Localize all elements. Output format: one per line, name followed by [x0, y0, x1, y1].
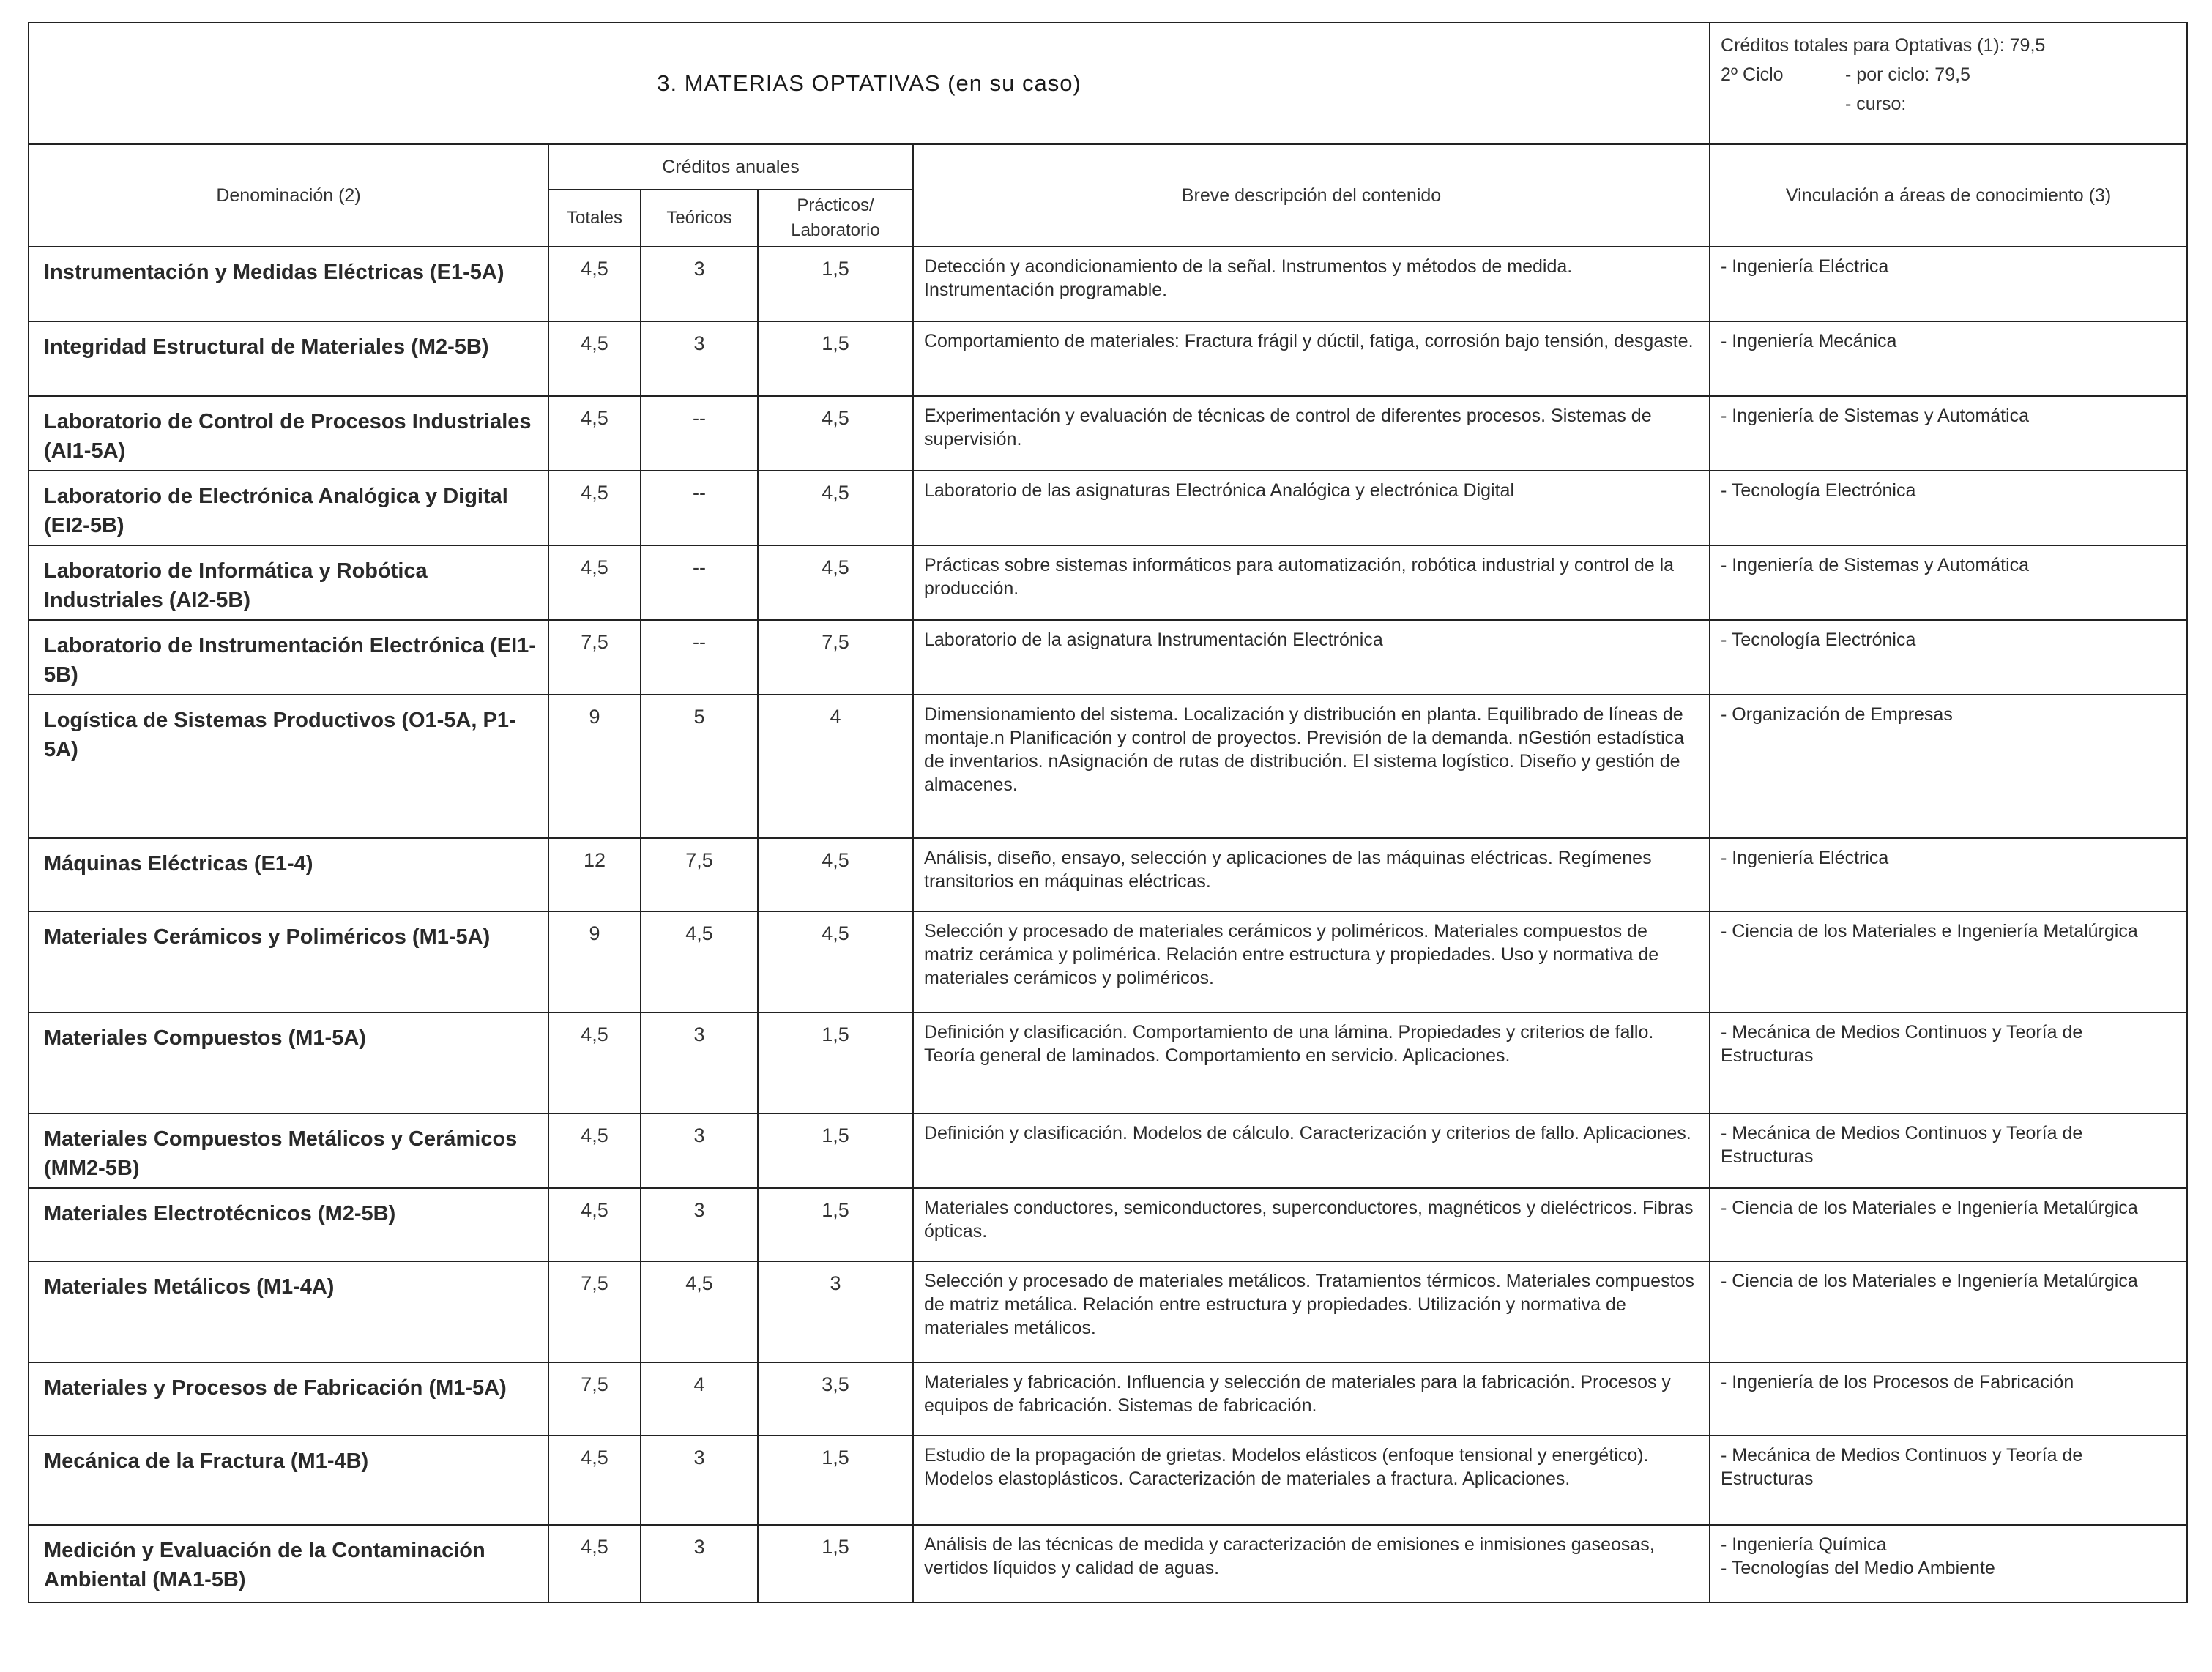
credits-totales: 4,5	[548, 1525, 641, 1602]
credits-teoricos: 3	[641, 1113, 758, 1188]
knowledge-areas	[1710, 1525, 2187, 1602]
credits-practicos: 1,5	[758, 321, 913, 396]
subject-description: Materiales conductores, semiconductores, superconductores, magnéticos y dieléctricos. Fibras ópticas.	[913, 1188, 1710, 1261]
table-row	[29, 247, 2187, 321]
subject-name: Laboratorio de Informática y Robótica Industriales (AI2-5B)	[29, 545, 548, 620]
credits-practicos: 1,5	[758, 1525, 913, 1602]
credits-practicos: 1,5	[758, 1188, 913, 1261]
subject-description: Experimentación y evaluación de técnicas de control de diferentes procesos. Sistemas de supervisión.	[913, 396, 1710, 471]
knowledge-area-item: - Mecánica de Medios Continuos y Teoría de Estructuras	[1721, 1123, 2083, 1167]
knowledge-area-item: - Organización de Empresas	[1721, 704, 1953, 725]
credits-totales: 4,5	[548, 247, 641, 321]
subject-name: Materiales Compuestos (M1-5A)	[29, 1012, 548, 1113]
credits-practicos: 4,5	[758, 471, 913, 545]
knowledge-area-item: - Mecánica de Medios Continuos y Teoría de Estructuras	[1721, 1445, 2083, 1489]
credits-practicos: 1,5	[758, 1436, 913, 1525]
knowledge-areas	[1710, 1113, 2187, 1188]
table-row	[29, 695, 2187, 838]
table-row	[29, 1261, 2187, 1362]
knowledge-areas	[1710, 911, 2187, 1012]
table-body	[29, 247, 2187, 1602]
credits-practicos: 7,5	[758, 620, 913, 695]
knowledge-area-item: - Ingeniería Eléctrica	[1721, 256, 1889, 277]
subject-name: Materiales y Procesos de Fabricación (M1-5A)	[29, 1362, 548, 1436]
credits-totales: 4,5	[548, 321, 641, 396]
subject-description: Selección y procesado de materiales cerámicos y poliméricos. Materiales compuestos de matriz cerámica y polimérica. Relación entre estructura y propiedades. Uso y normativa de materiales cerámicos y poliméricos.	[913, 911, 1710, 1012]
knowledge-area-item: - Ciencia de los Materiales e Ingeniería Metalúrgica	[1721, 1271, 2138, 1291]
col-vinculacion: Vinculación a áreas de conocimiento (3)	[1710, 144, 2187, 247]
knowledge-area-item: - Tecnologías del Medio Ambiente	[1721, 1558, 1995, 1578]
subject-description: Estudio de la propagación de grietas. Modelos elásticos (enfoque tensional y energético). Modelos elastoplásticos. Caracterización de materiales a fractura. Aplicaciones.	[913, 1436, 1710, 1525]
table-row	[29, 1188, 2187, 1261]
subject-name: Mecánica de la Fractura (M1-4B)	[29, 1436, 548, 1525]
knowledge-areas	[1710, 1012, 2187, 1113]
credits-teoricos: 3	[641, 1188, 758, 1261]
knowledge-areas	[1710, 471, 2187, 545]
table-row	[29, 620, 2187, 695]
ciclo-label: 2º Ciclo	[1721, 64, 1784, 85]
credits-teoricos: 4,5	[641, 1261, 758, 1362]
knowledge-areas	[1710, 1362, 2187, 1436]
credits-total: Créditos totales para Optativas (1): 79,5	[1721, 35, 2046, 56]
subject-name: Medición y Evaluación de la Contaminación Ambiental (MA1-5B)	[29, 1525, 548, 1602]
table-row	[29, 471, 2187, 545]
section-title: 3. MATERIAS OPTATIVAS (en su caso)	[29, 23, 1710, 144]
credits-practicos: 3,5	[758, 1362, 913, 1436]
credits-teoricos: 3	[641, 1525, 758, 1602]
table-row	[29, 1012, 2187, 1113]
knowledge-area-item: - Ingeniería de Sistemas y Automática	[1721, 406, 2030, 426]
table-row	[29, 396, 2187, 471]
knowledge-areas	[1710, 396, 2187, 471]
table-row	[29, 321, 2187, 396]
subject-description: Definición y clasificación. Modelos de cálculo. Caracterización y criterios de fallo. Aplicaciones.	[913, 1113, 1710, 1188]
credits-teoricos: 3	[641, 321, 758, 396]
credits-totales: 9	[548, 695, 641, 838]
credits-totales: 4,5	[548, 1012, 641, 1113]
table-row	[29, 545, 2187, 620]
subject-description: Comportamiento de materiales: Fractura frágil y dúctil, fatiga, corrosión bajo tensión, desgaste.	[913, 321, 1710, 396]
subject-name: Logística de Sistemas Productivos (O1-5A, P1-5A)	[29, 695, 548, 838]
knowledge-area-item: - Tecnología Electrónica	[1721, 630, 1916, 650]
knowledge-area-item: - Ingeniería de Sistemas y Automática	[1721, 555, 2030, 575]
table-row	[29, 911, 2187, 1012]
credits-teoricos: --	[641, 545, 758, 620]
credits-totales: 4,5	[548, 545, 641, 620]
credits-totales: 12	[548, 838, 641, 911]
table-row	[29, 1113, 2187, 1188]
subject-name: Laboratorio de Electrónica Analógica y Digital (EI2-5B)	[29, 471, 548, 545]
credits-practicos: 1,5	[758, 247, 913, 321]
knowledge-areas	[1710, 321, 2187, 396]
col-totales: Totales	[548, 190, 641, 247]
credits-totales: 4,5	[548, 1113, 641, 1188]
knowledge-areas	[1710, 1261, 2187, 1362]
subject-description: Análisis, diseño, ensayo, selección y aplicaciones de las máquinas eléctricas. Regímenes transitorios en máquinas eléctricas.	[913, 838, 1710, 911]
knowledge-areas	[1710, 1188, 2187, 1261]
credits-practicos: 4,5	[758, 545, 913, 620]
credits-teoricos: 3	[641, 1436, 758, 1525]
subject-name: Integridad Estructural de Materiales (M2-5B)	[29, 321, 548, 396]
credits-teoricos: 4	[641, 1362, 758, 1436]
knowledge-area-item: - Ingeniería Química	[1721, 1534, 1887, 1555]
knowledge-areas	[1710, 838, 2187, 911]
knowledge-area-item: - Ingeniería de los Procesos de Fabricación	[1721, 1372, 2074, 1392]
credits-practicos: 4	[758, 695, 913, 838]
credits-practicos: 3	[758, 1261, 913, 1362]
subject-description: Definición y clasificación. Comportamiento de una lámina. Propiedades y criterios de fallo. Teoría general de laminados. Comportamiento en servicio. Aplicaciones.	[913, 1012, 1710, 1113]
credits-teoricos: --	[641, 471, 758, 545]
credits-practicos: 1,5	[758, 1012, 913, 1113]
credits-practicos: 4,5	[758, 911, 913, 1012]
subject-description: Detección y acondicionamiento de la señal. Instrumentos y métodos de medida. Instrumentación programable.	[913, 247, 1710, 321]
subject-name: Laboratorio de Control de Procesos Industriales (AI1-5A)	[29, 396, 548, 471]
credits-teoricos: 5	[641, 695, 758, 838]
subject-name: Materiales Cerámicos y Poliméricos (M1-5A)	[29, 911, 548, 1012]
table-row	[29, 1436, 2187, 1525]
knowledge-area-item: - Ingeniería Eléctrica	[1721, 848, 1889, 868]
document-page	[28, 22, 2186, 1603]
subject-name: Instrumentación y Medidas Eléctricas (E1-5A)	[29, 247, 548, 321]
table-row	[29, 1362, 2187, 1436]
subject-name: Materiales Metálicos (M1-4A)	[29, 1261, 548, 1362]
credits-teoricos: --	[641, 620, 758, 695]
credits-practicos: 4,5	[758, 396, 913, 471]
subject-description: Análisis de las técnicas de medida y caracterización de emisiones e inmisiones gaseosas, vertidos líquidos y calidad de aguas.	[913, 1525, 1710, 1602]
credits-teoricos: --	[641, 396, 758, 471]
credits-teoricos: 3	[641, 247, 758, 321]
credits-totales: 4,5	[548, 1188, 641, 1261]
knowledge-area-item: - Ciencia de los Materiales e Ingeniería Metalúrgica	[1721, 921, 2138, 941]
credits-teoricos: 7,5	[641, 838, 758, 911]
credits-totales: 4,5	[548, 471, 641, 545]
table-row	[29, 838, 2187, 911]
knowledge-area-item: - Ingeniería Mecánica	[1721, 331, 1897, 351]
knowledge-area-item: - Tecnología Electrónica	[1721, 480, 1916, 501]
credits-totales: 9	[548, 911, 641, 1012]
col-denominacion: Denominación (2)	[29, 144, 548, 247]
header-row-1	[29, 144, 2187, 190]
credits-totales: 7,5	[548, 620, 641, 695]
credits-totales: 7,5	[548, 1261, 641, 1362]
knowledge-areas	[1710, 545, 2187, 620]
knowledge-areas	[1710, 620, 2187, 695]
credits-summary	[1710, 23, 2187, 144]
credits-totales: 4,5	[548, 1436, 641, 1525]
curso: - curso:	[1845, 94, 1907, 114]
knowledge-areas	[1710, 695, 2187, 838]
title-row	[29, 23, 2187, 144]
col-creditos-anuales: Créditos anuales	[548, 144, 913, 190]
subject-description: Selección y procesado de materiales metálicos. Tratamientos térmicos. Materiales compuestos de matriz metálica. Relación entre estructura y propiedades. Utilización y normativa de materiales metálicos.	[913, 1261, 1710, 1362]
credits-teoricos: 3	[641, 1012, 758, 1113]
credits-practicos: 1,5	[758, 1113, 913, 1188]
optativas-table	[28, 22, 2188, 1603]
subject-name: Laboratorio de Instrumentación Electrónica (EI1-5B)	[29, 620, 548, 695]
credits-totales: 7,5	[548, 1362, 641, 1436]
subject-description: Materiales y fabricación. Influencia y selección de materiales para la fabricación. Procesos y equipos de fabricación. Sistemas de fabricación.	[913, 1362, 1710, 1436]
subject-description: Dimensionamiento del sistema. Localización y distribución en planta. Equilibrado de líneas de montaje.n Planificación y control de proyectos. Previsión de la demanda. nGestión estadística de inventarios. nAsignación de rutas de distribución. El sistema logístico. Diseño y gestión de almacenes.	[913, 695, 1710, 838]
credits-practicos: 4,5	[758, 838, 913, 911]
col-practicos: Prácticos/ Laboratorio	[758, 190, 913, 247]
subject-description: Laboratorio de las asignaturas Electrónica Analógica y electrónica Digital	[913, 471, 1710, 545]
subject-description: Laboratorio de la asignatura Instrumentación Electrónica	[913, 620, 1710, 695]
table-row	[29, 1525, 2187, 1602]
subject-name: Materiales Compuestos Metálicos y Cerámicos (MM2-5B)	[29, 1113, 548, 1188]
knowledge-areas	[1710, 1436, 2187, 1525]
col-teoricos: Teóricos	[641, 190, 758, 247]
knowledge-areas	[1710, 247, 2187, 321]
subject-description: Prácticas sobre sistemas informáticos para automatización, robótica industrial y control de la producción.	[913, 545, 1710, 620]
col-descripcion: Breve descripción del contenido	[913, 144, 1710, 247]
subject-name: Materiales Electrotécnicos (M2-5B)	[29, 1188, 548, 1261]
por-ciclo: - por ciclo: 79,5	[1845, 64, 1970, 85]
knowledge-area-item: - Mecánica de Medios Continuos y Teoría de Estructuras	[1721, 1022, 2083, 1066]
credits-totales: 4,5	[548, 396, 641, 471]
knowledge-area-item: - Ciencia de los Materiales e Ingeniería Metalúrgica	[1721, 1198, 2138, 1218]
credits-teoricos: 4,5	[641, 911, 758, 1012]
subject-name: Máquinas Eléctricas (E1-4)	[29, 838, 548, 911]
